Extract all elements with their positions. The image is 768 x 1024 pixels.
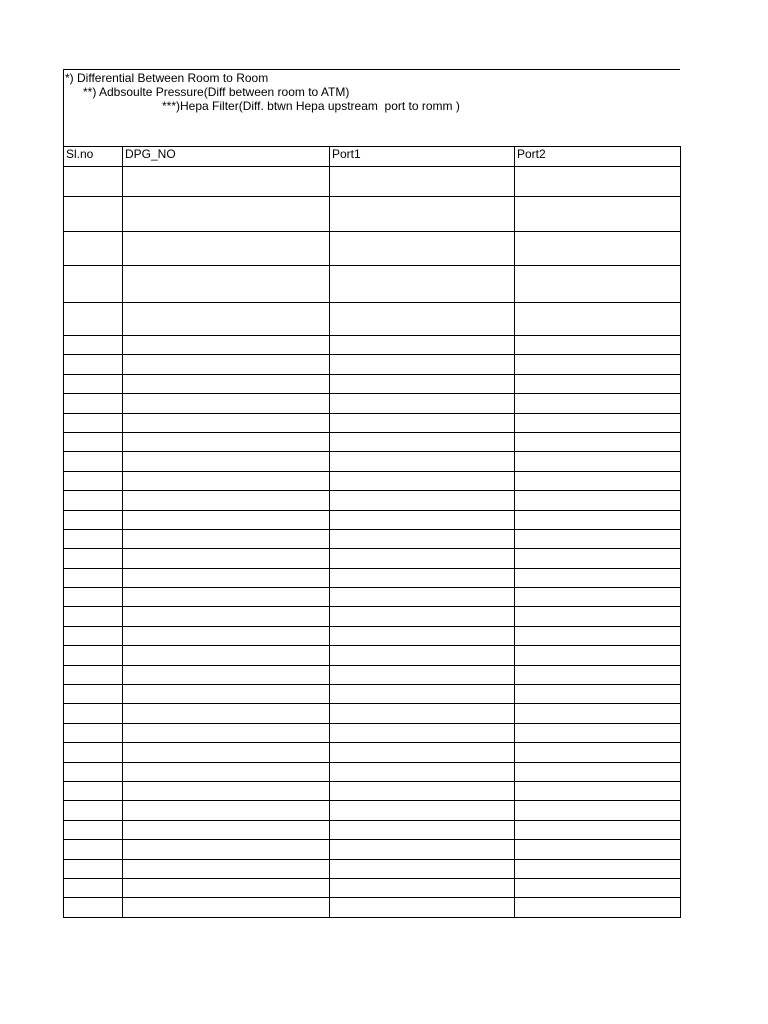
table-row: [64, 820, 681, 839]
table-cell[interactable]: [330, 303, 515, 336]
table-cell[interactable]: [64, 723, 123, 742]
table-cell[interactable]: [515, 432, 681, 451]
table-cell[interactable]: [330, 197, 515, 232]
table-cell[interactable]: [515, 685, 681, 704]
table-cell[interactable]: [64, 840, 123, 859]
table-cell[interactable]: [123, 626, 330, 645]
table-row: [64, 510, 681, 529]
table-cell[interactable]: [330, 432, 515, 451]
table-cell[interactable]: [515, 167, 681, 197]
table-row: [64, 491, 681, 510]
table-cell[interactable]: [330, 626, 515, 645]
table-cell[interactable]: [123, 529, 330, 548]
header-slno: Sl.no: [64, 147, 123, 167]
table-cell[interactable]: [515, 568, 681, 587]
table-cell[interactable]: [123, 394, 330, 413]
table-cell[interactable]: [64, 762, 123, 781]
table-cell[interactable]: [330, 529, 515, 548]
table-row: [64, 568, 681, 587]
table-row: [64, 529, 681, 548]
table-row: [64, 303, 681, 336]
note-absolute-pressure: **) Adbsoulte Pressure(Diff between room to ATM): [83, 85, 350, 99]
table-cell[interactable]: [64, 588, 123, 607]
table-cell[interactable]: [515, 801, 681, 820]
table-cell[interactable]: [330, 723, 515, 742]
table-cell[interactable]: [64, 232, 123, 266]
table-cell[interactable]: [123, 336, 330, 355]
table-cell[interactable]: [515, 394, 681, 413]
table-cell[interactable]: [330, 898, 515, 917]
table-cell[interactable]: [515, 529, 681, 548]
notes-block: [63, 69, 680, 146]
table-cell[interactable]: [330, 355, 515, 374]
table-cell[interactable]: [330, 588, 515, 607]
table-cell[interactable]: [64, 607, 123, 626]
table-cell[interactable]: [515, 665, 681, 684]
table-row: [64, 232, 681, 266]
table-cell[interactable]: [123, 781, 330, 800]
table-cell[interactable]: [330, 232, 515, 266]
table-cell[interactable]: [515, 232, 681, 266]
table-cell[interactable]: [123, 197, 330, 232]
header-port1: Port1: [330, 147, 515, 167]
table-cell[interactable]: [515, 704, 681, 723]
table-row: [64, 781, 681, 800]
table-row: [64, 167, 681, 197]
table-cell[interactable]: [515, 820, 681, 839]
table-cell[interactable]: [64, 878, 123, 897]
table-cell[interactable]: [330, 413, 515, 432]
table-cell[interactable]: [515, 336, 681, 355]
table-cell[interactable]: [515, 471, 681, 490]
table-cell[interactable]: [123, 607, 330, 626]
table-cell[interactable]: [64, 336, 123, 355]
table-cell[interactable]: [515, 452, 681, 471]
table-cell[interactable]: [330, 491, 515, 510]
table-cell[interactable]: [123, 820, 330, 839]
table-cell[interactable]: [64, 743, 123, 762]
table-cell[interactable]: [515, 588, 681, 607]
table-cell[interactable]: [64, 685, 123, 704]
table-cell[interactable]: [64, 704, 123, 723]
table-cell[interactable]: [515, 374, 681, 393]
table-cell[interactable]: [330, 607, 515, 626]
table-cell[interactable]: [515, 859, 681, 878]
header-dpg-no: DPG_NO: [123, 147, 330, 167]
table-cell[interactable]: [123, 646, 330, 665]
table-row: [64, 840, 681, 859]
table-cell[interactable]: [64, 626, 123, 645]
table-cell[interactable]: [64, 197, 123, 232]
table-cell[interactable]: [330, 374, 515, 393]
table-cell[interactable]: [515, 266, 681, 303]
table-cell[interactable]: [64, 781, 123, 800]
table-cell[interactable]: [515, 723, 681, 742]
table-cell[interactable]: [330, 336, 515, 355]
table-cell[interactable]: [515, 646, 681, 665]
table-cell[interactable]: [123, 723, 330, 742]
table-cell[interactable]: [123, 840, 330, 859]
table-cell[interactable]: [515, 510, 681, 529]
table-cell[interactable]: [330, 743, 515, 762]
table-cell[interactable]: [515, 898, 681, 917]
table-cell[interactable]: [515, 626, 681, 645]
header-row: [64, 147, 681, 167]
table-cell[interactable]: [330, 266, 515, 303]
table-cell[interactable]: [123, 167, 330, 197]
table-cell[interactable]: [64, 529, 123, 548]
table-cell[interactable]: [330, 665, 515, 684]
table-cell[interactable]: [123, 685, 330, 704]
table-row: [64, 646, 681, 665]
table-cell[interactable]: [123, 801, 330, 820]
table-cell[interactable]: [64, 898, 123, 917]
table-cell[interactable]: [123, 471, 330, 490]
table-cell[interactable]: [515, 743, 681, 762]
table-row: [64, 266, 681, 303]
table-cell[interactable]: [64, 394, 123, 413]
table-cell[interactable]: [123, 898, 330, 917]
table-cell[interactable]: [64, 510, 123, 529]
table-cell[interactable]: [64, 491, 123, 510]
table-row: [64, 607, 681, 626]
table-cell[interactable]: [64, 167, 123, 197]
table-cell[interactable]: [123, 413, 330, 432]
table-cell[interactable]: [515, 197, 681, 232]
table-cell[interactable]: [64, 355, 123, 374]
table-cell[interactable]: [64, 432, 123, 451]
table-cell[interactable]: [515, 840, 681, 859]
table-cell[interactable]: [123, 374, 330, 393]
table-cell[interactable]: [64, 568, 123, 587]
table-cell[interactable]: [64, 820, 123, 839]
table-row: [64, 743, 681, 762]
dpg-table: [63, 146, 681, 918]
table-cell[interactable]: [330, 704, 515, 723]
table-cell[interactable]: [123, 355, 330, 374]
table-row: [64, 432, 681, 451]
table-cell[interactable]: [330, 646, 515, 665]
table-cell[interactable]: [330, 452, 515, 471]
table-cell[interactable]: [515, 355, 681, 374]
table-row: [64, 665, 681, 684]
table-cell[interactable]: [123, 232, 330, 266]
table-cell[interactable]: [64, 452, 123, 471]
table-row: [64, 394, 681, 413]
table-cell[interactable]: [330, 549, 515, 568]
table-cell[interactable]: [123, 588, 330, 607]
table-cell[interactable]: [123, 743, 330, 762]
table-cell[interactable]: [123, 452, 330, 471]
table-cell[interactable]: [330, 840, 515, 859]
table-cell[interactable]: [123, 859, 330, 878]
table-row: [64, 452, 681, 471]
table-cell[interactable]: [515, 781, 681, 800]
table-row: [64, 374, 681, 393]
table-row: [64, 549, 681, 568]
table-cell[interactable]: [123, 303, 330, 336]
table-cell[interactable]: [515, 413, 681, 432]
table-cell[interactable]: [515, 303, 681, 336]
table-cell[interactable]: [64, 374, 123, 393]
table-cell[interactable]: [330, 471, 515, 490]
table-cell[interactable]: [330, 859, 515, 878]
table-row: [64, 723, 681, 742]
table-cell[interactable]: [123, 704, 330, 723]
table-cell[interactable]: [123, 762, 330, 781]
table-cell[interactable]: [64, 801, 123, 820]
table-row: [64, 197, 681, 232]
table-cell[interactable]: [330, 781, 515, 800]
table-cell[interactable]: [515, 878, 681, 897]
table-cell[interactable]: [330, 510, 515, 529]
table-cell[interactable]: [64, 471, 123, 490]
table-row: [64, 859, 681, 878]
table-row: [64, 704, 681, 723]
table-row: [64, 413, 681, 432]
table-cell[interactable]: [123, 549, 330, 568]
table-cell[interactable]: [64, 665, 123, 684]
table-cell[interactable]: [330, 685, 515, 704]
table-row: [64, 878, 681, 897]
note-differential: *) Differential Between Room to Room: [65, 71, 269, 85]
table-cell[interactable]: [123, 432, 330, 451]
table-cell[interactable]: [123, 568, 330, 587]
table-cell[interactable]: [330, 801, 515, 820]
table-row: [64, 898, 681, 917]
table-cell[interactable]: [123, 510, 330, 529]
table-cell[interactable]: [123, 266, 330, 303]
table-cell[interactable]: [123, 878, 330, 897]
table-cell[interactable]: [330, 167, 515, 197]
table-cell[interactable]: [515, 762, 681, 781]
table-cell[interactable]: [330, 394, 515, 413]
table-cell[interactable]: [123, 665, 330, 684]
table-cell[interactable]: [515, 491, 681, 510]
table-cell[interactable]: [64, 549, 123, 568]
table-row: [64, 471, 681, 490]
table-row: [64, 762, 681, 781]
table-cell[interactable]: [330, 878, 515, 897]
table-cell[interactable]: [330, 820, 515, 839]
table-cell[interactable]: [64, 413, 123, 432]
table-body: [64, 167, 681, 918]
spreadsheet-page: [63, 69, 680, 918]
table-cell[interactable]: [515, 549, 681, 568]
table-row: [64, 801, 681, 820]
table-cell[interactable]: [64, 859, 123, 878]
table-cell[interactable]: [330, 762, 515, 781]
table-row: [64, 355, 681, 374]
table-cell[interactable]: [123, 491, 330, 510]
table-row: [64, 336, 681, 355]
table-cell[interactable]: [330, 568, 515, 587]
table-row: [64, 626, 681, 645]
table-cell[interactable]: [64, 646, 123, 665]
table-cell[interactable]: [64, 266, 123, 303]
table-cell[interactable]: [64, 303, 123, 336]
note-hepa-filter: ***)Hepa Filter(Diff. btwn Hepa upstream port to romm ): [162, 99, 460, 113]
header-port2: Port2: [515, 147, 681, 167]
table-row: [64, 685, 681, 704]
table-cell[interactable]: [515, 607, 681, 626]
table-row: [64, 588, 681, 607]
